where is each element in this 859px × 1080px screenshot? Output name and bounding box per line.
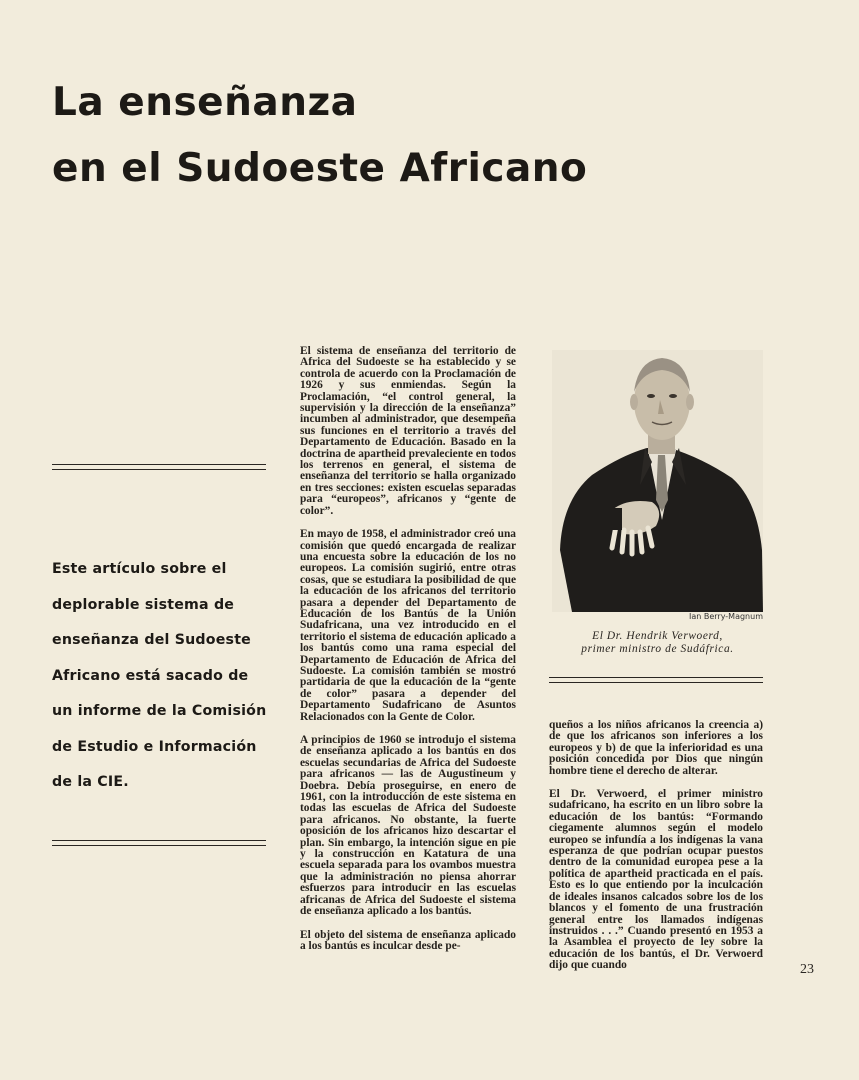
paragraph: En mayo de 1958, el administrador creó una comisión que quedó encargada de realizar una encuesta sobre la educación de los no europeos. La comisión sugirió, entre otras cosas, que se estudiara la posibilidad de que la educación de los africanos del territorio pasara a depender del Departamento de Educación de los Bantús de la Unión Sudafricana, una vez introducido en el territorio el sistema de educación aplicado a los bantús como una rama especial del Departamento de Educación de Africa del Sudoeste. La comisión también se mostró partidaria de que la educación de la “gente de color” pasara a depender del Departamento Sudafricano de Asuntos Relacionados con la Gente de Color.: [300, 528, 516, 723]
caption-line-2: primer ministro de Sudáfrica.: [581, 643, 734, 655]
title-line-1: La enseñanza: [52, 80, 358, 125]
paragraph: queños a los niños africanos la creencia a) de que los africanos son inferiores a los europeos y b) de que la inferioridad es una posición concedida por Dios que ningún hombre tiene el derecho de alterar.: [549, 719, 763, 777]
title-line-2: en el Sudoeste Africano: [52, 146, 588, 191]
portrait-photo: [552, 350, 763, 612]
portrait-illustration: [552, 350, 763, 612]
photo-credit: Ian Berry-Magnum: [688, 612, 763, 621]
paragraph: El Dr. Verwoerd, el primer ministro sudafricano, ha escrito en un libro sobre la educación de los bantús: “Formando ciegamente alumnos según el modelo europeo se infundía a los indígenas la vana esperanza de que podrían ocupar puestos dentro de la comunidad europea pese a la política de apartheid practicada en el país. Esto es lo que entiendo por la inculcación de ideales insanos calcados sobre los de los blancos y el fomento de una frustración general entre los llamados indígenas instruidos . . .” Cuando presentó en 1953 a la Asamblea el proyecto de ley sobre la educación de los bantús, el Dr. Verwoerd dijo que cuando: [549, 788, 763, 972]
paragraph: El objeto del sistema de enseñanza aplicado a los bantús es inculcar desde pe-: [300, 928, 516, 952]
page-number: 23: [800, 962, 814, 977]
paragraph: A principios de 1960 se introdujo el sistema de enseñanza aplicado a los bantús en dos escuelas secundarias de Africa del Sudoeste para africanos — las de Augustineum y Doebra. Debía proseguirse, en enero de 1961, con la introducción de este sistema en todas las escuelas de Africa del Sudoeste para africanos. No obstante, la fuerte oposición de los africanos hizo descartar el plan. Sin embargo, la intención sigue en pie y la construcción en Katatura de una escuela separada para los ovambos muestra que la administración no piensa ahorrar esfuerzos para introducir en las escuelas africanas de Africa del Sudoeste el sistema de enseñanza aplicado a los bantús.: [300, 734, 516, 918]
article-column-1: [300, 346, 516, 964]
article-title: [52, 70, 752, 202]
caption-rule: [549, 677, 763, 683]
intro-bottom-rule: [52, 840, 266, 846]
caption-line-1: El Dr. Hendrik Verwoerd,: [592, 630, 723, 642]
intro-blurb: Este artículo sobre el deplorable sistema de enseñanza del Sudoeste Africano está sacado de un informe de la Comisión de Estudio e Información de la CIE.: [52, 561, 267, 790]
photo-caption: [552, 630, 763, 656]
intro-top-rule: [52, 464, 266, 470]
article-column-2: [549, 720, 763, 984]
paragraph: El sistema de enseñanza del territorio de Africa del Sudoeste se ha establecido y se controla de acuerdo con la Proclamación de 1926 y sus enmiendas. Según la Proclamación, “el control general, la supervisión y la dirección de la enseñanza” incumben al administrador, que desempeña sus funciones en el territorio a través del Departamento de Educación. Basado en la doctrina de apartheid prevaleciente en todos los terrenos en general, el sistema de enseñanza del territorio se halla organizado en tres secciones: existen escuelas separadas para “europeos”, africanos y “gente de color”.: [300, 345, 516, 517]
